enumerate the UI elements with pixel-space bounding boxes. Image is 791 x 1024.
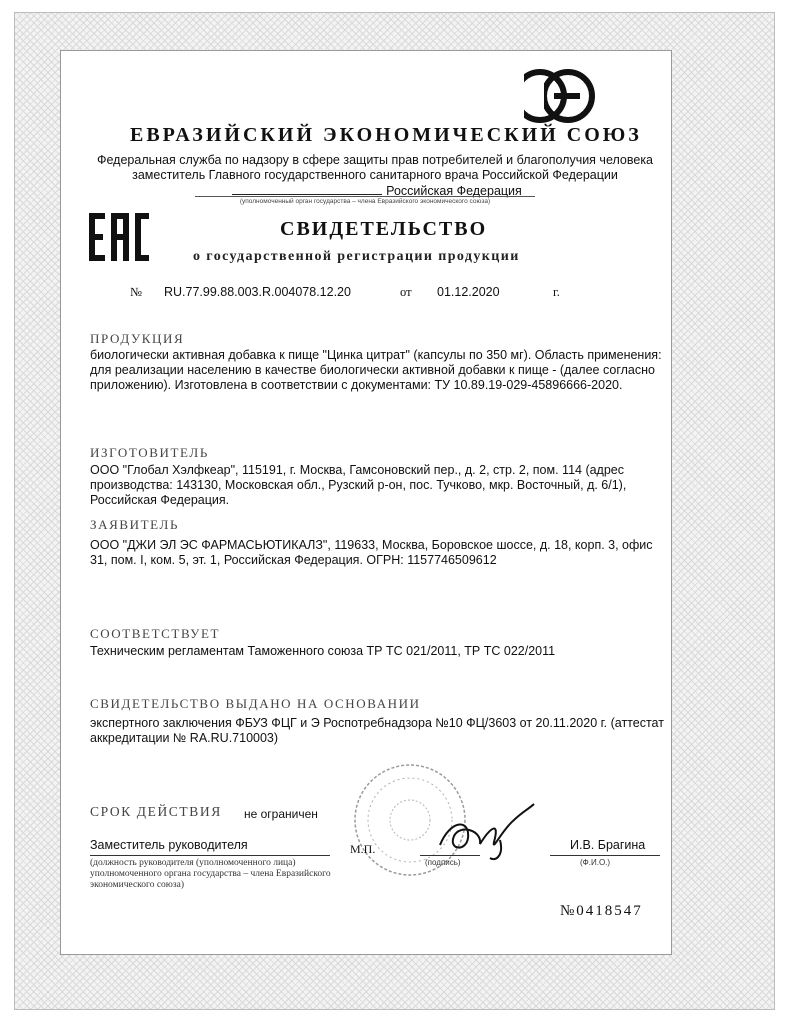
authority-line-2: заместитель Главного государственного санитарного врача Российской Федерации: [132, 168, 618, 182]
certificate-subtitle: о государственной регистрации продукции: [193, 249, 520, 264]
blank-underline: [232, 183, 382, 195]
union-title: ЕВРАЗИЙСКИЙ ЭКОНОМИЧЕСКИЙ СОЮЗ: [130, 124, 642, 146]
basis-text: экспертного заключения ФБУЗ ФЦГ и Э Роспотребнадзора №10 ФЦ/3603 от 20.11.2020 г. (аттестат аккредитации № RA.RU.710003): [90, 716, 664, 745]
authority-line-1: Федеральная служба по надзору в сфере защиты прав потребителей и благополучия человека: [96, 153, 654, 167]
registration-date: 01.12.2020: [437, 285, 500, 299]
position-hint: (должность руководителя (уполномоченного лица) уполномоченного органа государства – члена Евразийского экономического союза): [90, 858, 331, 890]
manufacturer-text: ООО "Глобал Хэлфкеар", 115191, г. Москва, Гамсоновский пер., д. 2, стр. 2, пом. 114 (адрес производства: 143130, Московская обл., Рузский р-он, пос. Тучково, мкр. Восточный, д. 6/1), Российская Федерация.: [90, 463, 627, 507]
basis-heading: СВИДЕТЕЛЬСТВО ВЫДАНО НА ОСНОВАНИИ: [90, 696, 421, 711]
signature-underline: [550, 855, 660, 856]
form-serial-number: №0418547: [560, 903, 643, 919]
applicant-text: ООО "ДЖИ ЭЛ ЭС ФАРМАСЬЮТИКАЛЗ", 119633, Москва, Боровское шоссе, д. 18, корп. 3, офис 31, пом. I, ком. 5, эт. 1, Российская Федерация. ОГРН: 1157746509612: [90, 538, 653, 567]
authority-hint: (уполномоченный орган государства – члена Евразийского экономического союза): [195, 196, 535, 205]
validity-label: СРОК ДЕЙСТВИЯ: [90, 804, 222, 819]
eac-mark-icon: [87, 209, 151, 265]
manufacturer-heading: ИЗГОТОВИТЕЛЬ: [90, 445, 209, 460]
name-hint: (Ф.И.О.): [580, 858, 611, 867]
ce-mark-icon: [510, 66, 600, 126]
year-suffix: г.: [553, 285, 560, 299]
signer-position: Заместитель руководителя: [90, 838, 248, 852]
issuing-authority: [90, 153, 660, 199]
signature-hint: (подпись): [425, 858, 461, 867]
signature-underline: [420, 855, 480, 856]
stamp-place-label: М.П.: [350, 842, 376, 856]
product-text: биологически активная добавка к пище "Цинка цитрат" (капсулы по 350 мг). Область применения: для реализации населению в качестве биологически активной добавки к пище - (далее согласно приложению). Изготовлена в соответствии с документами: ТУ 10.89.19-029-45896666-2020.: [90, 348, 662, 392]
conforms-heading: СООТВЕТСТВУЕТ: [90, 626, 221, 641]
applicant-heading: ЗАЯВИТЕЛЬ: [90, 517, 180, 532]
validity-value: не ограничен: [244, 807, 318, 821]
certificate-title: СВИДЕТЕЛЬСТВО: [280, 218, 488, 240]
product-heading: ПРОДУКЦИЯ: [90, 331, 185, 346]
country-label: Российская Федерация: [386, 184, 522, 198]
conforms-text: Техническим регламентам Таможенного союза ТР ТС 021/2011, ТР ТС 022/2011: [90, 644, 556, 658]
signer-name: И.В. Брагина: [570, 838, 646, 852]
registration-number: RU.77.99.88.003.R.004078.12.20: [164, 285, 351, 299]
from-label: от: [400, 285, 412, 299]
number-label: №: [130, 285, 142, 299]
signature-underline: [90, 855, 330, 856]
